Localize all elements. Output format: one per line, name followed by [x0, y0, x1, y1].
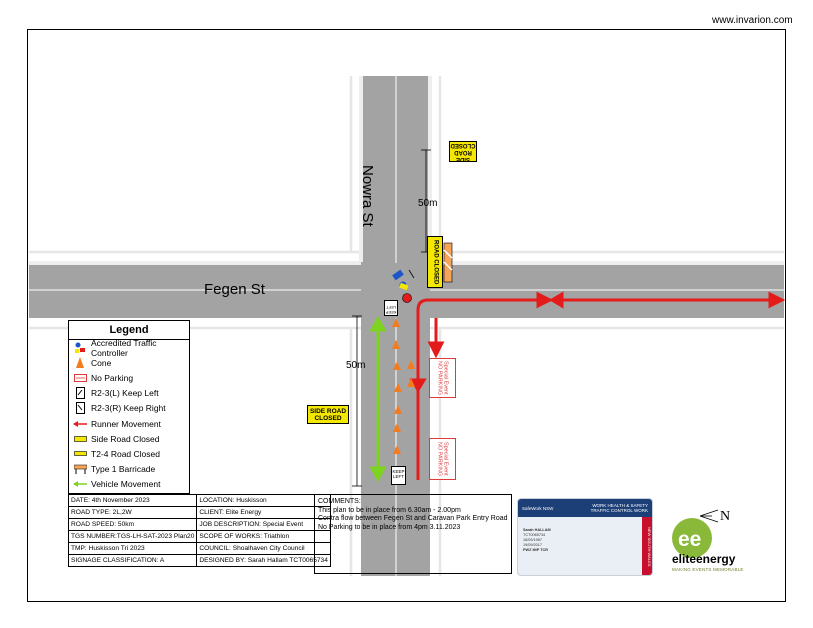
legend-label: R2-3(R) Keep Right [91, 403, 166, 414]
comment-line: This plan to be in place from 6.30am - 2.00pm [318, 506, 461, 514]
legend-label: Type 1 Barricade [91, 464, 156, 475]
no-parking-sign-1: Special Event NO PARKING [429, 358, 456, 398]
card-agency: SafeWork NSW [522, 505, 554, 511]
table-cell: CLIENT: Elite Energy [197, 507, 331, 519]
keep-left-sign-top: KEEP LEFT [384, 300, 398, 316]
card-body [518, 517, 652, 556]
table-cell: SIGNAGE CLASSIFICATION: A [69, 555, 197, 567]
runner-arrow-icon [73, 417, 87, 430]
website-url: www.invarion.com [712, 15, 793, 26]
dimension-label-bottom: 50m [346, 360, 366, 371]
card-issued: 19/09/2017 [523, 543, 543, 547]
comment-line: Contra flow between Fegen St and Caravan Park Entry Road [318, 515, 508, 522]
legend-item [69, 477, 189, 492]
table-cell: ROAD TYPE: 2L,2W [69, 507, 197, 519]
card-header [518, 499, 652, 517]
table-cell: LOCATION: Huskisson [197, 495, 331, 507]
legend-label: Side Road Closed [91, 433, 160, 444]
card-number: TCT0065734 [523, 533, 546, 537]
legend-label: Cone [91, 357, 112, 368]
street-name-fegen: Fegen St [204, 281, 265, 298]
no-parking-sign-2: Special Event NO PARKING [429, 438, 456, 480]
table-cell: ROAD SPEED: 50km [69, 519, 197, 531]
plan-info-table [68, 494, 331, 567]
card-title: WORK HEALTH & SAFETY TRAFFIC CONTROL WORK [590, 503, 648, 513]
legend-label: Runner Movement [91, 418, 161, 429]
legend-label: R2-3(L) Keep Left [91, 388, 159, 399]
legend-item [69, 446, 189, 461]
vehicle-arrow-icon [73, 478, 87, 491]
brand-tagline: MAKING EVENTS MEMORABLE [672, 567, 744, 572]
table-row [69, 495, 331, 507]
legend-item [69, 337, 189, 358]
comments-heading: COMMENTS: [318, 498, 361, 505]
svg-text:ee: ee [678, 528, 702, 551]
north-arrow-icon [700, 510, 718, 522]
table-row [69, 531, 331, 543]
legend-item [69, 386, 189, 401]
legend-label: No Parking [91, 372, 134, 383]
dimension-bottom [352, 316, 362, 486]
dimension-label-top: 50m [418, 198, 438, 209]
legend-item [69, 370, 189, 385]
table-cell: JOB DESCRIPTION: Special Event [197, 519, 331, 531]
road-closed-sign-icon [73, 447, 87, 460]
no-parking-sign-icon [73, 371, 87, 384]
keep-right-sign-icon [73, 402, 87, 415]
table-cell: TGS NUMBER:TGS-LH-SAT-2023 Plan20 [69, 531, 197, 543]
legend-item [69, 416, 189, 431]
table-row [69, 507, 331, 519]
table-row [69, 519, 331, 531]
table-cell: DATE: 4th November 2023 [69, 495, 197, 507]
traffic-control-license-card [517, 498, 653, 576]
side-road-closed-sign-top: SIDE ROAD CLOSED [450, 142, 476, 162]
card-state-strip: NEW SOUTH WALES [642, 517, 652, 576]
street-name-nowra: Nowra St [359, 165, 376, 227]
table-row [69, 543, 331, 555]
table-cell: TMP: Huskisson Tri 2023 [69, 543, 197, 555]
card-holder-name: Sarah HALLAM [523, 528, 551, 532]
barricade-icon [444, 243, 452, 282]
card-expiry: 16/09/1987 [523, 538, 543, 542]
keep-left-sign-bottom: KEEP LEFT [391, 466, 406, 485]
north-label: N [720, 509, 731, 524]
traffic-controller-icon [73, 341, 87, 354]
legend-label: Vehicle Movement [91, 479, 161, 490]
barricade-icon [73, 463, 87, 476]
legend-item [69, 431, 189, 446]
legend-title: Legend [69, 321, 189, 340]
table-cell: COUNCIL: Shoalhaven City Council [197, 543, 331, 555]
keep-left-sign-icon [73, 387, 87, 400]
legend-item [69, 462, 189, 477]
table-cell: SCOPE OF WORKS: Triathlon [197, 531, 331, 543]
road-closed-sign: ROAD CLOSED [427, 236, 443, 288]
side-road-closed-sign-icon [73, 432, 87, 445]
side-road-closed-sign-left: SIDE ROAD CLOSED [307, 405, 349, 424]
table-row [69, 555, 331, 567]
table-cell: DESIGNED BY: Sarah Hallam TCT0065734 [197, 555, 331, 567]
runner-movement-arrows [412, 294, 782, 480]
comments-box [314, 494, 512, 574]
legend-label: Accredited Traffic Controller [91, 337, 157, 358]
legend-item [69, 401, 189, 416]
legend-label: T2-4 Road Closed [91, 448, 160, 459]
cone-icon [73, 356, 87, 369]
comment-line: No Parking to be in place from 4pm 3.11.2023 [318, 523, 461, 531]
legend [68, 320, 190, 494]
card-classes: PWZ IMP TCR [523, 548, 549, 552]
brand-name: eliteenergy [672, 552, 736, 566]
